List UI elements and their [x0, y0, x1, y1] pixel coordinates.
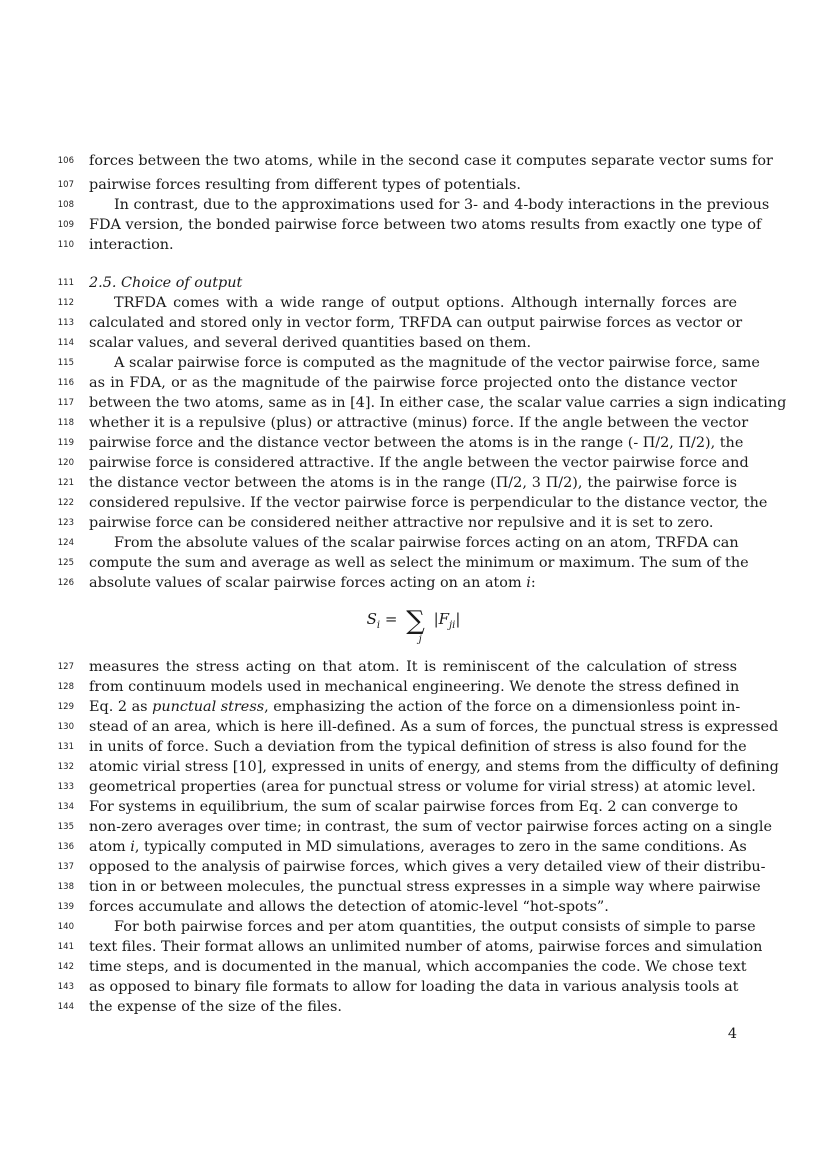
- text-line: scalar values, and several derived quantities based on them.: [89, 335, 532, 351]
- equation-equals: =: [384, 610, 398, 628]
- line-number: 111: [57, 278, 74, 288]
- line-number: 106: [57, 156, 74, 166]
- text-line: pairwise force and the distance vector between the atoms is in the range (- Π/2, Π/2), the: [89, 435, 744, 451]
- line-number: 112: [57, 298, 74, 308]
- sum-symbol: ∑: [406, 606, 425, 636]
- text-line: as opposed to binary file formats to allow for loading the data in various analysis tools at: [89, 979, 739, 995]
- variable: i: [130, 839, 135, 855]
- text-line: atomic virial stress [10], expressed in units of energy, and stems from the difficulty of defining: [89, 759, 779, 775]
- text-line: FDA version, the bonded pairwise force between two atoms results from exactly one type of: [89, 217, 762, 233]
- equation-rhs: |F: [433, 610, 450, 628]
- line-number: 134: [57, 802, 74, 812]
- text-line: In contrast, due to the approximations used for 3- and 4-body interactions in the previous: [114, 197, 770, 213]
- text-fragment: :: [530, 575, 536, 591]
- line-number: 124: [57, 538, 74, 548]
- text-line: opposed to the analysis of pairwise forces, which gives a very detailed view of their distribu-: [89, 859, 766, 875]
- text-line: [89, 697, 741, 717]
- line-number: 131: [57, 742, 74, 752]
- line-number: 130: [57, 722, 74, 732]
- line-number: 129: [57, 702, 74, 712]
- text-fragment: , typically computed in MD simulations, averages to zero in the same conditions. As: [134, 839, 747, 855]
- text-line: For both pairwise forces and per atom quantities, the output consists of simple to parse: [114, 919, 756, 935]
- page-number: 4: [727, 1026, 737, 1042]
- text-line: the expense of the size of the files.: [89, 999, 342, 1015]
- equation-body: [366, 604, 461, 645]
- line-number: 132: [57, 762, 74, 772]
- line-number: 116: [57, 378, 74, 388]
- sum-subscript: j: [418, 634, 422, 645]
- text-line: non-zero averages over time; in contrast, the sum of vector pairwise forces acting on a single: [89, 819, 772, 835]
- line-number: 142: [57, 962, 74, 972]
- line-number: 120: [57, 458, 74, 468]
- text-line: in units of force. Such a deviation from the typical definition of stress is also found for the: [89, 739, 747, 755]
- text-fragment: , emphasizing the action of the force on a dimensionless point in-: [264, 699, 741, 715]
- line-number: 122: [57, 498, 74, 508]
- line-number: 119: [57, 438, 74, 448]
- line-number: 113: [57, 318, 74, 328]
- line-number: 139: [57, 902, 74, 912]
- equation: [0, 604, 827, 648]
- line-number: 107: [57, 180, 74, 190]
- text-line: pairwise forces resulting from different types of potentials.: [89, 177, 521, 193]
- text-line: forces accumulate and allows the detection of atomic-level “hot-spots”.: [89, 899, 609, 915]
- text-fragment: atom: [89, 839, 131, 855]
- text-line: between the two atoms, same as in [4]. In either case, the scalar value carries a sign indicating: [89, 395, 787, 411]
- text-line: from continuum models used in mechanical engineering. We denote the stress defined in: [89, 679, 740, 695]
- line-number: 136: [57, 842, 74, 852]
- text-line: tion in or between molecules, the punctual stress expresses in a simple way where pairwise: [89, 879, 761, 895]
- text-line: calculated and stored only in vector form, TRFDA can output pairwise forces as vector or: [89, 315, 743, 331]
- line-number: 109: [57, 220, 74, 230]
- line-number: 126: [57, 578, 74, 588]
- line-number: 144: [57, 1002, 74, 1012]
- line-number: 138: [57, 882, 74, 892]
- line-number: 133: [57, 782, 74, 792]
- line-number: 110: [57, 240, 74, 250]
- line-number: 121: [57, 478, 74, 488]
- text-line: pairwise force is considered attractive. If the angle between the vector pairwise force and: [89, 455, 749, 471]
- emphasis: punctual stress: [152, 699, 265, 715]
- equation-lhs: S: [366, 610, 377, 628]
- line-number: 141: [57, 942, 74, 952]
- equation-rhs-end: |: [455, 610, 461, 628]
- line-number: 115: [57, 358, 74, 368]
- text-line: the distance vector between the atoms is in the range (Π/2, 3 Π/2), the pairwise force is: [89, 475, 737, 491]
- text-fragment: absolute values of scalar pairwise forces acting on an atom: [89, 575, 527, 591]
- line-number: 137: [57, 862, 74, 872]
- equation-lhs-subscript: i: [376, 620, 381, 631]
- text-line: [89, 573, 737, 593]
- text-line: [89, 837, 747, 857]
- line-number: 123: [57, 518, 74, 528]
- text-line: pairwise force can be considered neither attractive nor repulsive and it is set to zero.: [89, 515, 714, 531]
- text-line: compute the sum and average as well as select the minimum or maximum. The sum of the: [89, 555, 749, 571]
- text-line: measures the stress acting on that atom. It is reminiscent of the calculation of stress: [89, 659, 737, 675]
- equation-rhs-subscript: ji: [449, 620, 456, 631]
- line-number: 118: [57, 418, 74, 428]
- text-fragment: Eq. 2 as: [89, 699, 153, 715]
- text-line: TRFDA comes with a wide range of output options. Although internally forces are: [114, 295, 737, 311]
- text-line: A scalar pairwise force is computed as the magnitude of the vector pairwise force, same: [114, 355, 760, 371]
- variable: i: [526, 575, 531, 591]
- text-line: From the absolute values of the scalar pairwise forces acting on an atom, TRFDA can: [114, 535, 739, 551]
- text-line: time steps, and is documented in the manual, which accompanies the code. We chose text: [89, 959, 747, 975]
- section-heading: 2.5. Choice of output: [89, 275, 243, 291]
- text-line: considered repulsive. If the vector pairwise force is perpendicular to the distance vector, the: [89, 495, 768, 511]
- text-line: stead of an area, which is here ill-defined. As a sum of forces, the punctual stress is expressed: [89, 719, 779, 735]
- line-number: 128: [57, 682, 74, 692]
- text-line: forces between the two atoms, while in the second case it computes separate vector sums for: [89, 153, 773, 169]
- line-number: 140: [57, 922, 74, 932]
- line-number: 108: [57, 200, 74, 210]
- line-number: 135: [57, 822, 74, 832]
- line-number: 125: [57, 558, 74, 568]
- text-line: text files. Their format allows an unlimited number of atoms, pairwise forces and simulation: [89, 939, 763, 955]
- line-number: 114: [57, 338, 74, 348]
- line-number: 117: [57, 398, 74, 408]
- text-line: For systems in equilibrium, the sum of scalar pairwise forces from Eq. 2 can converge to: [89, 799, 738, 815]
- text-line: geometrical properties (area for punctual stress or volume for virial stress) at atomic level.: [89, 779, 756, 795]
- text-line: interaction.: [89, 237, 174, 253]
- text-line: whether it is a repulsive (plus) or attractive (minus) force. If the angle between the vector: [89, 415, 749, 431]
- line-number: 127: [57, 662, 74, 672]
- line-number: 143: [57, 982, 74, 992]
- text-line: as in FDA, or as the magnitude of the pairwise force projected onto the distance vector: [89, 375, 737, 391]
